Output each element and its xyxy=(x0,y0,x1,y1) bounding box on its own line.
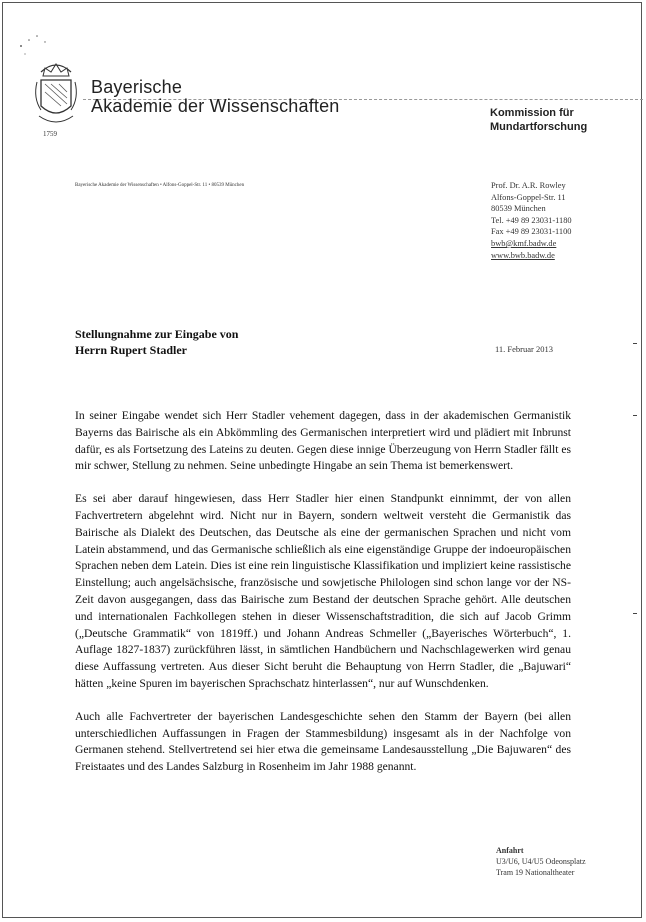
directions-line1: U3/U6, U4/U5 Odeonsplatz xyxy=(496,857,586,866)
body-paragraph-3: Auch alle Fachvertreter der bayerischen Landesgeschichte sehen den Stamm der Bayern (bei allen unterschiedlichen Auffassungen in Fragen der Stammesbildung) insgesamt als in der Nachfolge von Germanen stehend. Stellvertretend sei hier etwa die gemeinsame Landesausstellung „Die Bajuwaren“ des Freistaates und des Landes Salzburg in Rosenheim im Jahr 1988 genannt. xyxy=(75,709,571,774)
directions-line2: Tram 19 Nationaltheater xyxy=(496,868,575,877)
org-name-line2: Akademie der Wissenschaften xyxy=(91,96,340,116)
contact-street: Alfons-Goppel-Str. 11 xyxy=(491,192,566,202)
academy-seal-logo xyxy=(31,58,81,138)
body-paragraph-1: In seiner Eingabe wendet sich Herr Stadler vehement dagegen, dass in der akademischen Germanistik Bayerns das Bairische als ein Abkömmling des Germanischen interpretiert wird und plädiert mit Inbrunst dafür, es als Fortsetzung des Lateins zu deuten. Gegen diese innige Überzeugung von Herrn Stadler fällt es mir schwer, Stellung zu nehmen. Seine unbedingte Hingabe an sein Thema ist bemerkenswert. xyxy=(75,409,571,473)
contact-block xyxy=(491,180,572,261)
directions-block xyxy=(496,845,586,878)
letter-body xyxy=(75,408,571,792)
commission-line2: Mundartforschung xyxy=(490,121,588,133)
contact-email-link[interactable]: bwb@kmf.badw.de xyxy=(491,238,557,248)
margin-fold-mark xyxy=(633,415,637,416)
org-name-line1: Bayerische xyxy=(91,77,183,97)
commission-line1: Kommission für xyxy=(490,107,574,119)
commission-name xyxy=(490,106,587,134)
subject-line1: Stellungnahme zur Eingabe von xyxy=(75,327,239,341)
contact-tel: Tel. +49 89 23031-1180 xyxy=(491,215,572,225)
seal-year-label: 1759 xyxy=(43,130,57,138)
contact-name: Prof. Dr. A.R. Rowley xyxy=(491,181,566,190)
body-paragraph-2: Es sei aber darauf hingewiesen, dass Herr Stadler hier einen Standpunkt einnimmt, der von allen Fachvertretern abgelehnt wird. Nicht nur in Bayern, sondern weltweit versteht die Germanistik das Bairische als Dialekt des Deutschen, das Deutsche als eine der germanischen Sprachen und nicht vom Latein abstammend, und das Germanische schließlich als eine eigenständige Gruppe der indoeuropäischen Sprachen neben dem Latein. Dies ist eine rein linguistische Klassifikation und impliziert keine rassistische Einstellung; auch angelsächsische, französische und sowjetische Philologen sind schon lange vor der NS-Zeit davon ausgegangen, dass das Bairische zum Bestand der deutschen Sprache gehört. Alle deutschen und internationalen Fachkollegen stehen in dieser Wissenschaftstradition, die sich auf Jacob Grimm („Deutsche Grammatik“ von 1819ff.) und Johann Andreas Schmeller („Bayerisches Wörterbuch“, 1. Auflage 1827-1837) zurückführen lässt, in sämtlichen Handbüchern und Nachschlagewerken wird genau diese Auffassung vertreten. Aus dieser Sicht beruht die Behauptung von Herrn Stadler, die „Bajuwari“ hätten „keine Spuren im bayerischen Sprachschatz hinterlassen“, nur auf Wunschdenken. xyxy=(75,492,571,690)
directions-title: Anfahrt xyxy=(496,846,524,855)
margin-fold-mark xyxy=(633,613,637,614)
contact-city: 80539 München xyxy=(491,204,546,214)
letter-page xyxy=(2,2,642,918)
sender-return-address: Bayerische Akademie der Wissenschaften • Alfons-Goppel-Str. 11 • 80539 München xyxy=(75,183,245,188)
letter-date: 11. Februar 2013 xyxy=(495,344,553,354)
letter-subject xyxy=(75,326,238,358)
contact-web-link[interactable]: www.bwb.badw.de xyxy=(491,250,555,260)
margin-fold-mark xyxy=(633,343,637,344)
contact-fax: Fax +49 89 23031-1100 xyxy=(491,227,572,237)
subject-line2: Herrn Rupert Stadler xyxy=(75,343,187,357)
